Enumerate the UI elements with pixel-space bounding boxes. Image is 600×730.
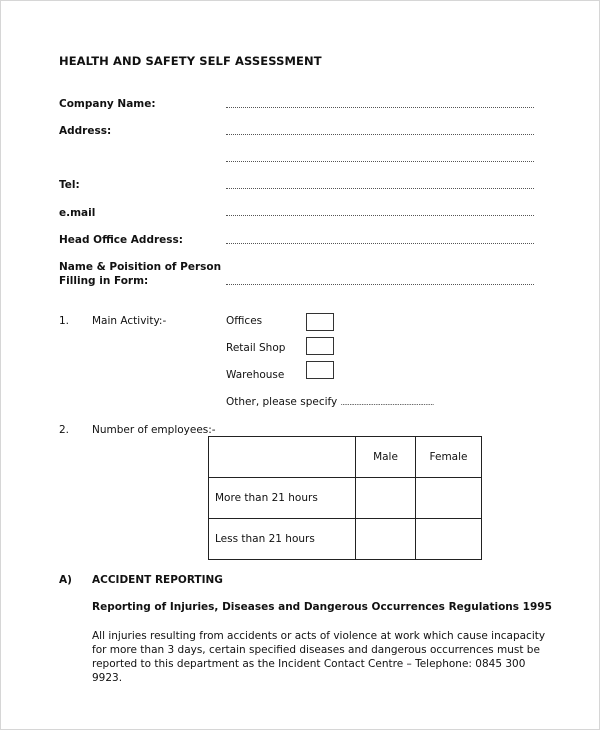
table-header-blank	[209, 437, 356, 478]
option-warehouse-label: Warehouse	[226, 369, 285, 381]
question-1-label: Main Activity:-	[92, 315, 167, 327]
option-retail-shop-label: Retail Shop	[226, 342, 286, 354]
section-a-marker: A)	[59, 574, 72, 586]
section-a-body: All injuries resulting from accidents or acts of violence at work which cause incapacity for more than 3 days, certain specified diseases and dangerous occurrences must be reported to this department as the Incident Contact Centre – Telephone: 0845 300 9923.	[92, 630, 546, 684]
head-office-address-label: Head Office Address:	[59, 234, 183, 246]
option-retail-shop-checkbox[interactable]	[306, 337, 334, 355]
option-other-label: Other, please specify	[226, 396, 338, 408]
employees-table	[208, 436, 482, 560]
company-name-label: Company Name:	[59, 98, 156, 110]
question-2-number: 2.	[59, 424, 70, 436]
table-header-male: Male	[356, 437, 416, 478]
address-field-line-1[interactable]	[226, 134, 534, 135]
option-other-row	[226, 396, 434, 408]
head-office-address-field[interactable]	[226, 243, 534, 244]
table-header-female: Female	[416, 437, 482, 478]
table-row	[209, 519, 482, 560]
option-warehouse-checkbox[interactable]	[306, 361, 334, 379]
question-1-number: 1.	[59, 315, 70, 327]
option-offices-label: Offices	[226, 315, 263, 327]
table-header-row	[209, 437, 482, 478]
person-position-label-line-2: Filling in Form:	[59, 275, 149, 287]
person-position-field[interactable]	[226, 284, 534, 285]
person-position-label-line-1: Name & Poisition of Person	[59, 261, 222, 273]
cell-more-male[interactable]	[356, 478, 416, 519]
email-field[interactable]	[226, 215, 534, 216]
question-2-label: Number of employees:-	[92, 424, 216, 436]
cell-less-female[interactable]	[416, 519, 482, 560]
section-a-heading: ACCIDENT REPORTING	[92, 574, 223, 586]
tel-label: Tel:	[59, 179, 80, 191]
row-label-more-than-21: More than 21 hours	[209, 478, 356, 519]
address-field-line-2[interactable]	[226, 161, 534, 162]
option-offices-checkbox[interactable]	[306, 313, 334, 331]
email-label: e.mail	[59, 207, 96, 219]
option-other-field[interactable]: ......................................................	[340, 399, 434, 407]
cell-more-female[interactable]	[416, 478, 482, 519]
tel-field[interactable]	[226, 188, 534, 189]
document-title: HEALTH AND SAFETY SELF ASSESSMENT	[59, 54, 322, 68]
table-row	[209, 478, 482, 519]
address-label: Address:	[59, 125, 112, 137]
section-a-subheading: Reporting of Injuries, Diseases and Dangerous Occurrences Regulations 1995	[92, 601, 552, 613]
row-label-less-than-21: Less than 21 hours	[209, 519, 356, 560]
cell-less-male[interactable]	[356, 519, 416, 560]
company-name-field[interactable]	[226, 107, 534, 108]
